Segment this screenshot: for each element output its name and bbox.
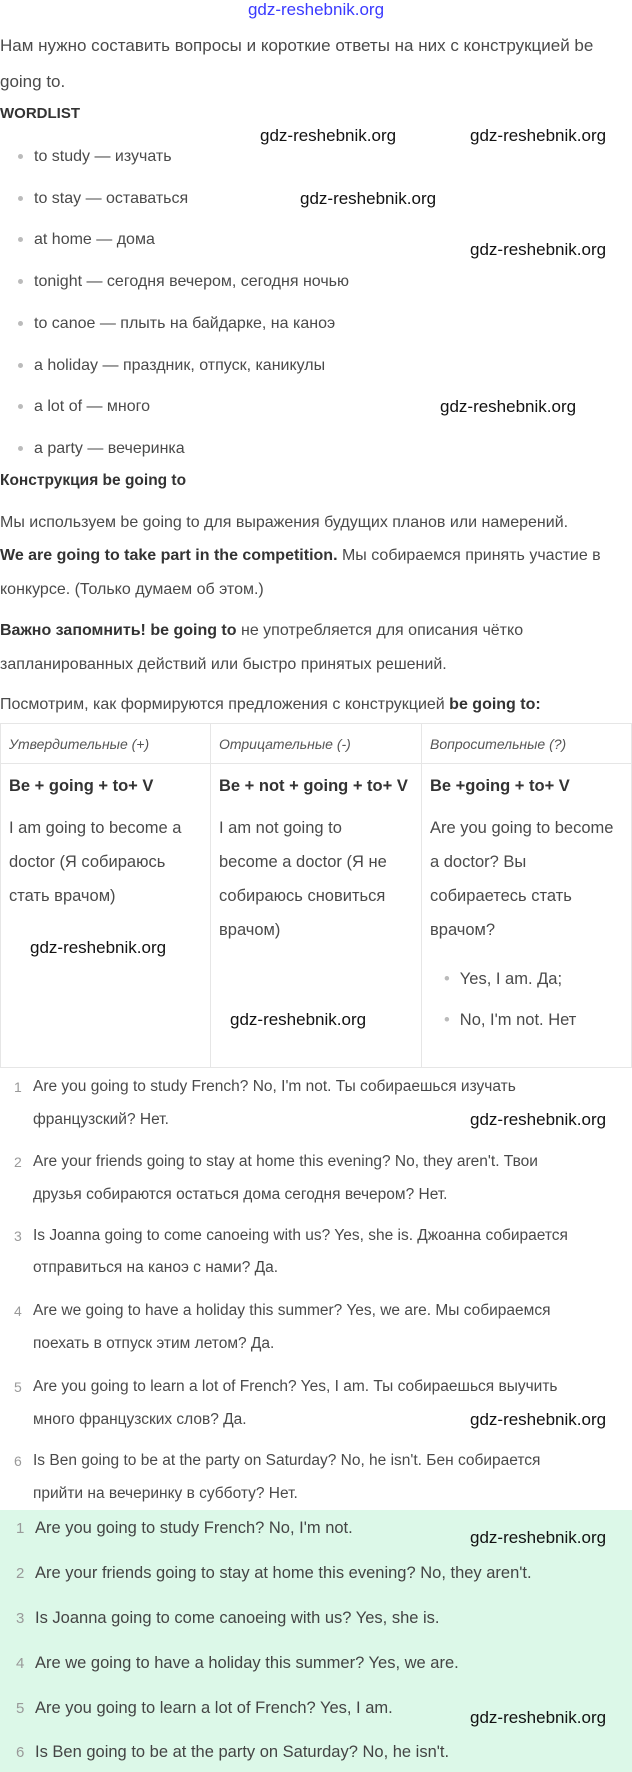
answer-line: Are we going to have a holiday this summer? Yes, we are.: [35, 1654, 459, 1672]
answer-line: Are your friends going to stay at home this evening? No, they aren't.: [35, 1564, 532, 1582]
bullet-icon: •: [444, 1011, 450, 1029]
wordlist-title: WORDLIST: [0, 105, 80, 122]
wordlist-item: tonight — сегодня вечером, сегодня ночью: [18, 272, 349, 292]
usage-text-line: Мы используем be going to для выражения будущих планов или намерений.: [0, 514, 569, 531]
example-text: doctor (Я собираюсь: [9, 853, 166, 871]
bullet-icon: •: [444, 970, 450, 988]
wordlist-item: a party — вечеринка: [18, 439, 185, 459]
bullet-icon: [18, 237, 23, 242]
answer-item: • Yes, I am. Да;: [444, 970, 563, 988]
example-text: собираюсь сновиться: [219, 887, 386, 905]
table-header: Утвердительные (+): [9, 736, 150, 752]
example-text: врачом): [219, 921, 281, 939]
bullet-icon: [18, 321, 23, 326]
answer-line: Are you going to study French? No, I'm not.: [35, 1519, 353, 1537]
translation-line: поехать в отпуск этим летом? Да.: [33, 1335, 275, 1352]
intro-line: going to.: [0, 72, 66, 91]
watermark-text: gdz-reshebnik.org: [440, 397, 577, 416]
formula: Be +going + to+ V: [430, 777, 570, 795]
answer-line: Is Joanna going to come canoeing with us? Yes, she is.: [35, 1609, 440, 1627]
example-text: become a doctor (Я не: [219, 853, 387, 871]
example-text: Are you going to become: [430, 819, 614, 837]
item-number: 4: [14, 1303, 22, 1319]
answer-item: • No, I'm not. Нет: [444, 1011, 577, 1029]
watermark-text: gdz-reshebnik.org: [300, 189, 437, 208]
watermark-text: gdz-reshebnik.org: [30, 938, 167, 957]
section-heading: Конструкция be going to: [0, 472, 187, 489]
watermark-text: gdz-reshebnik.org: [470, 240, 607, 259]
wordlist-item: a holiday — праздник, отпуск, каникулы: [18, 356, 325, 376]
translation-line: Is Joanna going to come canoeing with us? Yes, she is. Джоанна собирается: [33, 1227, 568, 1244]
site-watermark-link[interactable]: gdz-reshebnik.org: [247, 0, 385, 19]
watermark-text: gdz-reshebnik.org: [230, 1010, 367, 1029]
table-header: Отрицательные (-): [219, 736, 351, 752]
bullet-icon: [18, 196, 23, 201]
item-number: 6: [14, 1453, 22, 1469]
table-divider: [1, 763, 631, 764]
example-text: a doctor? Вы: [430, 853, 527, 871]
watermark-text: gdz-reshebnik.org: [470, 1110, 607, 1129]
watermark-text: gdz-reshebnik.org: [470, 1410, 607, 1429]
answer-line: Is Ben going to be at the party on Saturday? No, he isn't.: [35, 1743, 450, 1761]
translation-line: Are you going to study French? No, I'm not. Ты собираешься изучать: [33, 1078, 516, 1095]
table-divider: [210, 724, 211, 1067]
example-text: I am going to become a: [9, 819, 182, 837]
wordlist-item: to stay — оставаться: [18, 189, 188, 209]
item-number: 2: [14, 1154, 22, 1170]
answer-line: Are you going to learn a lot of French? Yes, I am.: [35, 1699, 393, 1717]
wordlist-item: at home — дома: [18, 230, 155, 250]
formula: Be + going + to+ V: [9, 777, 154, 795]
example-text: I am not going to: [219, 819, 342, 837]
example-text: стать врачом): [9, 887, 116, 905]
intro-line: Нам нужно составить вопросы и короткие ответы на них с конструкцией be: [0, 36, 594, 55]
translation-line: отправиться на каноэ с нами? Да.: [33, 1259, 279, 1276]
bullet-icon: [18, 446, 23, 451]
item-number: 4: [16, 1655, 25, 1672]
translation-line: Is Ben going to be at the party on Saturday? No, he isn't. Бен собирается: [33, 1452, 541, 1469]
item-number: 3: [16, 1610, 25, 1627]
watermark-text: gdz-reshebnik.org: [470, 1528, 607, 1547]
item-number: 3: [14, 1228, 22, 1244]
bullet-icon: [18, 154, 23, 159]
watermark-text: gdz-reshebnik.org: [260, 126, 397, 145]
translation-line: Are your friends going to stay at home this evening? No, they aren't. Твои: [33, 1153, 538, 1170]
translation-line: много французских слов? Да.: [33, 1411, 247, 1428]
note-line: Важно запомнить! be going to не употребляется для описания чётко: [0, 622, 524, 639]
bullet-icon: [18, 363, 23, 368]
item-number: 5: [14, 1379, 22, 1395]
item-number: 2: [16, 1565, 25, 1582]
item-number: 1: [16, 1520, 25, 1537]
translation-line: Are we going to have a holiday this summer? Yes, we are. Мы собираемся: [33, 1302, 551, 1319]
wordlist-item: a lot of — много: [18, 397, 150, 417]
table-header: Вопросительные (?): [430, 736, 567, 752]
item-number: 5: [16, 1700, 25, 1717]
watermark-text: gdz-reshebnik.org: [470, 126, 607, 145]
translation-line: французский? Нет.: [33, 1111, 169, 1128]
wordlist-item: to study — изучать: [18, 147, 172, 167]
example-text: собираетесь стать: [430, 887, 572, 905]
bullet-icon: [18, 279, 23, 284]
example-text: врачом?: [430, 921, 496, 939]
watermark-text: gdz-reshebnik.org: [470, 1708, 607, 1727]
table-divider: [421, 724, 422, 1067]
item-number: 1: [14, 1079, 22, 1095]
note-line: запланированных действий или быстро принятых решений.: [0, 656, 447, 673]
example-line: We are going to take part in the competition. Мы собираемся принять участие в: [0, 547, 601, 564]
bullet-icon: [18, 404, 23, 409]
example-line: конкурсе. (Только думаем об этом.): [0, 581, 264, 598]
translation-line: Are you going to learn a lot of French? Yes, I am. Ты собираешься выучить: [33, 1378, 558, 1395]
wordlist-item: to canoe — плыть на байдарке, на каноэ: [18, 314, 335, 334]
answers-panel: [0, 1510, 632, 1772]
translation-line: друзья собираются остаться дома сегодня вечером? Нет.: [33, 1186, 448, 1203]
formula: Be + not + going + to+ V: [219, 777, 408, 795]
item-number: 6: [16, 1744, 25, 1761]
translation-line: прийти на вечеринку в субботу? Нет.: [33, 1485, 298, 1502]
table-intro: Посмотрим, как формируются предложения с конструкцией be going to:: [0, 696, 541, 713]
